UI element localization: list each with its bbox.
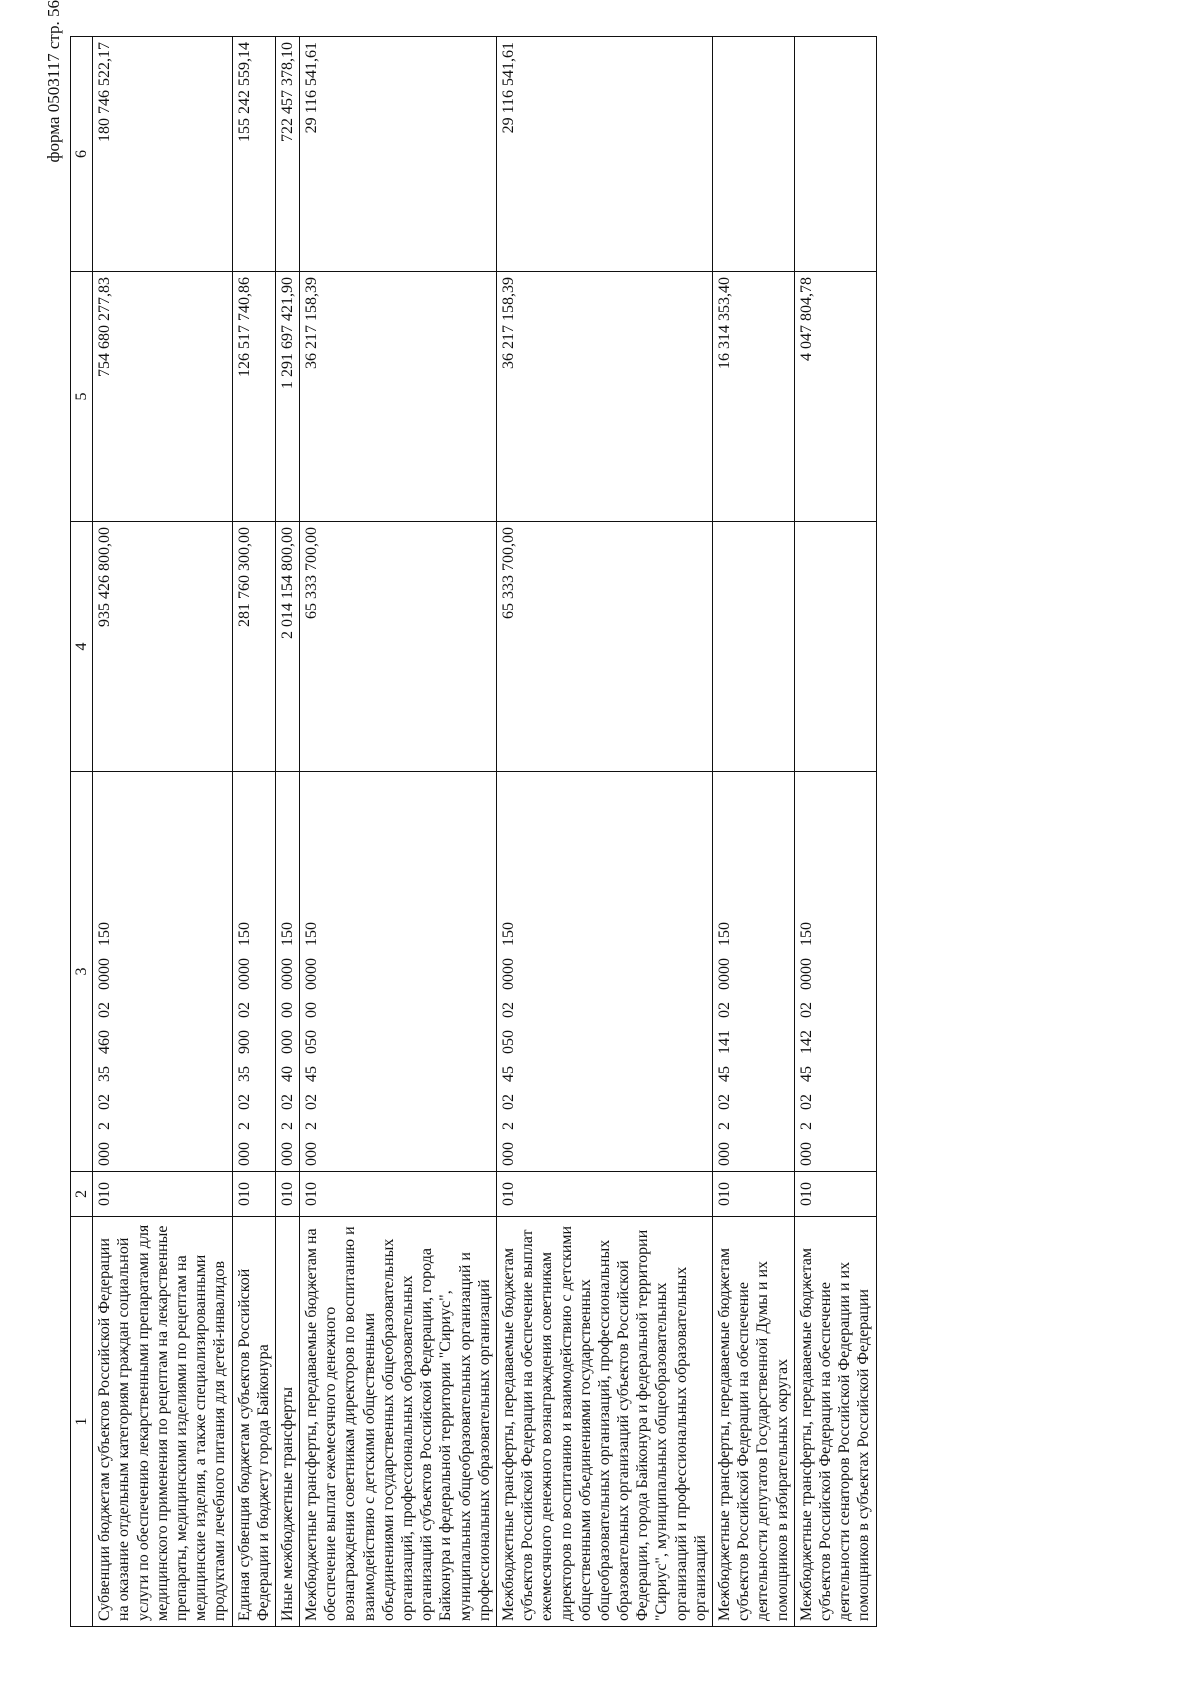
row-executed-amount: 36 217 158,39 [496,272,712,522]
row-line-code: 010 [275,1172,299,1217]
row-executed-amount: 4 047 804,78 [794,272,876,522]
row-executed-amount: 126 517 740,86 [232,272,275,522]
table-row [275,37,299,1627]
row-description: Единая субвенция бюджетам субъектов Российской Федерации и бюджету города Байконура [232,1217,275,1627]
row-line-code: 010 [794,1172,876,1217]
row-budget-code: 000 2 02 45 050 02 0000 150 [496,772,712,1172]
row-budget-code: 000 2 02 40 000 00 0000 150 [275,772,299,1172]
row-description: Иные межбюджетные трансферты [275,1217,299,1627]
row-approved-amount [713,522,795,772]
column-number: 4 [71,522,93,772]
row-budget-code: 000 2 02 45 050 00 0000 150 [300,772,497,1172]
row-line-code: 010 [93,1172,232,1217]
row-description: Субвенции бюджетам субъектов Российской Федерации на оказание отдельным категориям граждан социальной услуги по обеспечению лекарственными препаратами для медицинского применения по рецептам на лекарственные препараты, медицинскими изделиями по рецептам на медицинские изделия, а также специализированными продуктами лечебного питания для детей-инвалидов [93,1217,232,1627]
column-number: 5 [71,272,93,522]
row-executed-amount: 754 680 277,83 [93,272,232,522]
table-row [496,37,712,1627]
row-budget-code: 000 2 02 35 460 02 0000 150 [93,772,232,1172]
row-approved-amount: 2 014 154 800,00 [275,522,299,772]
column-number: 2 [71,1172,93,1217]
row-approved-amount: 65 333 700,00 [496,522,712,772]
row-executed-amount: 1 291 697 421,90 [275,272,299,522]
row-line-code: 010 [713,1172,795,1217]
row-description: Межбюджетные трансферты, передаваемые бюджетам на обеспечение выплат ежемесячного денежного вознаграждения советникам директоров по воспитанию и взаимодействию с детскими общественными объединениями государственных общеобразовательных организаций, профессиональных образовательных организаций субъектов Российской Федерации, города Байконура и федеральной территории "Сириус", муниципальных общеобразовательных организаций и профессиональных образовательных организаций [300,1217,497,1627]
row-description: Межбюджетные трансферты, передаваемые бюджетам субъектов Российской Федерации на обеспечение деятельности депутатов Государственной Думы и их помощников в избирательных округах [713,1217,795,1627]
column-number: 6 [71,37,93,272]
table-row [713,37,795,1627]
row-unexecuted-amount: 722 457 378,10 [275,37,299,272]
table-row [794,37,876,1627]
table-row [232,37,275,1627]
row-executed-amount: 16 314 353,40 [713,272,795,522]
revenue-table [70,36,877,1627]
row-approved-amount: 65 333 700,00 [300,522,497,772]
row-line-code: 010 [232,1172,275,1217]
row-executed-amount: 36 217 158,39 [300,272,497,522]
row-unexecuted-amount: 155 242 559,14 [232,37,275,272]
row-unexecuted-amount: 29 116 541,61 [300,37,497,272]
row-line-code: 010 [496,1172,712,1217]
row-description: Межбюджетные трансферты, передаваемые бюджетам субъектов Российской Федерации на обеспечение выплат ежемесячного денежного вознаграждения советникам директоров по воспитанию и взаимодействию с детскими общественными объединениями государственных общеобразовательных организаций, профессиональных образовательных организаций субъектов Российской Федерации, города Байконура и федеральной территории "Сириус", муниципальных общеобразовательных организаций и профессиональных образовательных организаций [496,1217,712,1627]
form-label: форма 0503117 стр. 56 [44,0,63,163]
row-approved-amount: 281 760 300,00 [232,522,275,772]
row-description: Межбюджетные трансферты, передаваемые бюджетам субъектов Российской Федерации на обеспечение деятельности сенаторов Российской Федерации и их помощников в субъектах Российской Федерации [794,1217,876,1627]
column-number: 3 [71,772,93,1172]
row-budget-code: 000 2 02 45 141 02 0000 150 [713,772,795,1172]
column-number: 1 [71,1217,93,1627]
row-approved-amount: 935 426 800,00 [93,522,232,772]
column-number-row [71,37,93,1627]
row-unexecuted-amount: 180 746 522,17 [93,37,232,272]
row-budget-code: 000 2 02 45 142 02 0000 150 [794,772,876,1172]
row-line-code: 010 [300,1172,497,1217]
row-unexecuted-amount: 29 116 541,61 [496,37,712,272]
row-approved-amount [794,522,876,772]
table-row [300,37,497,1627]
row-unexecuted-amount [794,37,876,272]
row-unexecuted-amount [713,37,795,272]
table-row [93,37,232,1627]
row-budget-code: 000 2 02 35 900 02 0000 150 [232,772,275,1172]
